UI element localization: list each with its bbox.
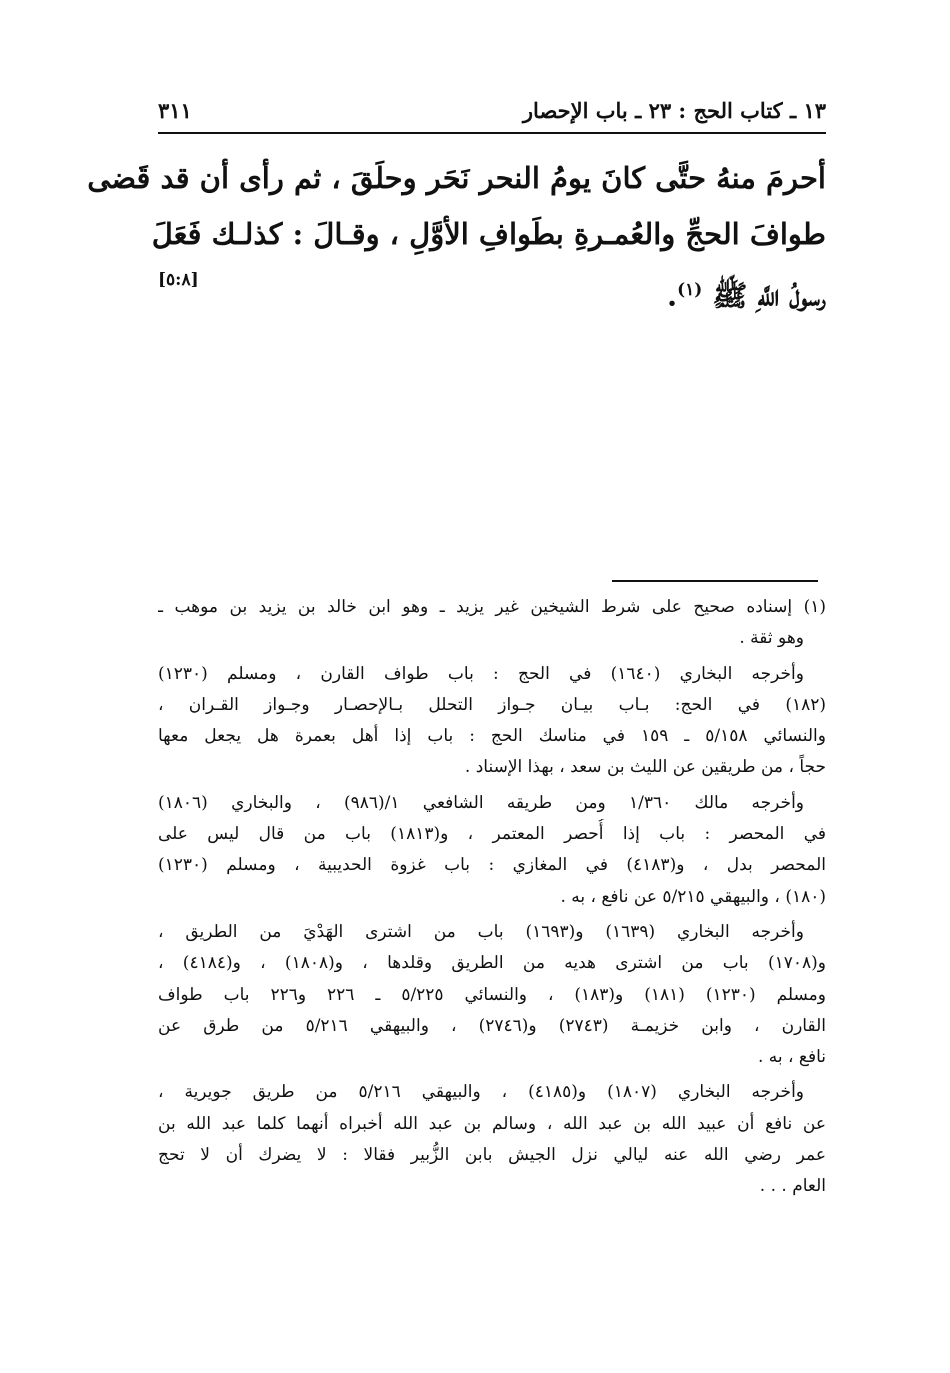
main-line: طوافَ الحجِّ والعُمـرةِ بطَوافِ الأوَّلِ ، وقـالَ : كذلـك فَعَلَ (151, 217, 826, 251)
main-line-text: رسولُ اللَّهِ ﷺ (712, 278, 826, 313)
footnote-line: المحصر بدل ، و(٤١٨٣) في المغازي : باب غزوة الحديبية ، ومسلم (١٢٣٠) (158, 855, 826, 876)
running-title: ١٣ ـ كتاب الحج : ٢٣ ـ باب الإحصار (522, 98, 826, 123)
footnote-line: وأخرجه مالك ١/٣٦٠ ومن طريقه الشافعي ١/(٩٨٦) ، والبخاري (١٨٠٦) (158, 792, 804, 813)
footnote-line: وأخرجه البخاري (١٨٠٧) و(٤١٨٥) ، والبيهقي ٥/٢١٦ من طريق جويرية ، (158, 1082, 804, 1103)
footnote-rule (612, 580, 818, 582)
footnote-marker: (١) (677, 280, 703, 300)
footnote-line: عمر رضي الله عنه ليالي نزل الجيش بابن الزُّبير فقالا : لا يضرك أن لا تحج (158, 1145, 826, 1166)
footnote-line: (١) إسناده صحيح على شرط الشيخين غير يزيد ـ وهو ابن خالد بن يزيد بن موهب ـ (158, 597, 826, 617)
footnote-line: نافع ، به . (757, 1047, 826, 1068)
footnote-line: ومسلم (١٢٣٠) (١٨١) و(١٨٣) ، والنسائي ٥/٢٢٥ ـ ٢٢٦ و٢٢٦ باب طواف (158, 984, 826, 1005)
main-text (87, 150, 826, 324)
main-line-last (158, 262, 826, 324)
footnote-line: (١٨٢) في الحج: بـاب بيـان جـواز التحلل بـالإحصـار وجـواز القـران ، (158, 694, 826, 715)
footnote-line: القارن ، وابن خزيمـة (٢٧٤٣) و(٢٧٤٦) ، والبيهقي ٥/٢١٦ من طرق عن (158, 1015, 826, 1036)
footnote-line: العام . . . (759, 1176, 826, 1197)
footnote-line: (١٨٠) ، والبيهقي ٥/٢١٥ عن نافع ، به . (560, 886, 826, 907)
footnote-line: وهو ثقة . (739, 628, 804, 649)
footnote-line: في المحصر : باب إذا أُحصر المعتمر ، و(١٨١٣) باب من قال ليس على (158, 824, 826, 845)
verse-reference: [٥:٨] (158, 270, 199, 290)
page-number: ٣١١ (158, 98, 192, 123)
footnote-line: وأخرجه البخاري (١٦٤٠) في الحج : باب طواف القارن ، ومسلم (١٢٣٠) (158, 663, 804, 684)
footnote-line: حجاً ، من طريقين عن الليث بن سعد ، بهذا الإسناد . (464, 757, 826, 778)
end-mark: . (666, 278, 678, 313)
footnote-line: و(١٧٠٨) باب من اشترى هديه من الطريق وقلدها ، و(١٨٠٨) ، و(٤١٨٤) ، (158, 953, 826, 974)
footnotes (158, 592, 826, 1203)
page-header (158, 98, 826, 130)
main-line: أحرمَ منهُ حتَّى كانَ يومُ النحر نَحَر وحلَقَ ، ثم رأى أن قد قَضى (87, 161, 826, 195)
footnote-line: عن نافع أن عبيد الله بن عبد الله ، وسالم بن عبد الله أخبراه أنهما كلما عبد الله بن (158, 1113, 826, 1134)
footnote-line: والنسائي ٥/١٥٨ ـ ١٥٩ في مناسك الحج : باب إذا أهل بعمرة هل يجعل معها (158, 726, 826, 747)
header-rule (158, 132, 826, 134)
footnote-line: وأخرجه البخاري (١٦٣٩) و(١٦٩٣) باب من اشترى الهَدْيَ من الطريق ، (158, 921, 804, 942)
